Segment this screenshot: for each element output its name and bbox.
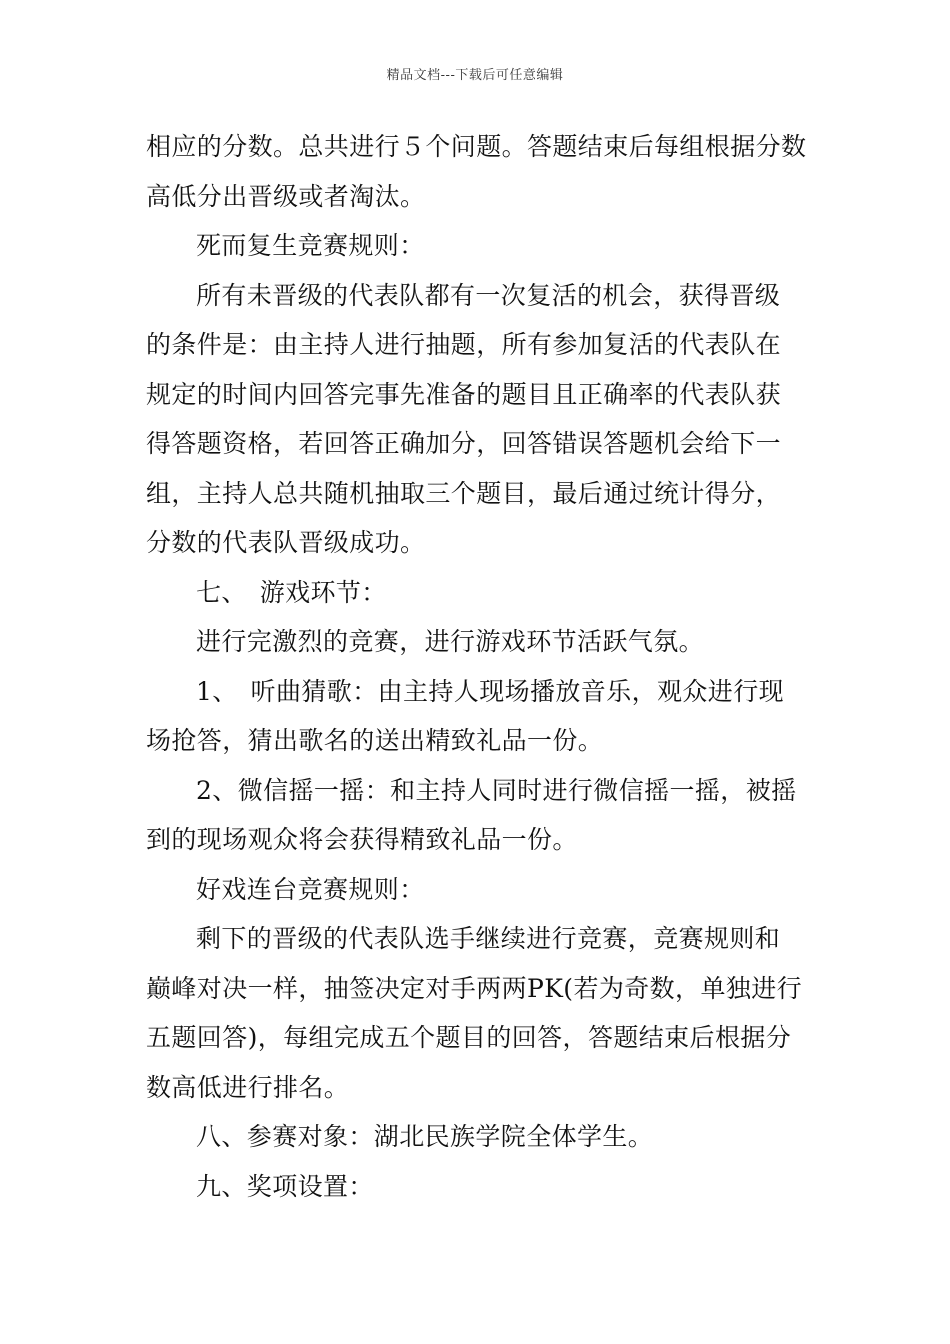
paragraph-line: 的条件是：由主持人进行抽题，所有参加复活的代表队在 bbox=[146, 330, 782, 359]
list-item: 1、 听曲猜歌：由主持人现场播放音乐，观众进行现 bbox=[196, 676, 785, 706]
paragraph-line: 得答题资格，若回答正确加分，回答错误答题机会给下一 bbox=[146, 429, 782, 458]
list-item: 2、微信摇一摇：和主持人同时进行微信摇一摇，被摇 bbox=[196, 775, 797, 805]
document-body bbox=[146, 122, 811, 1211]
paragraph-line: 分数的代表队晋级成功。 bbox=[146, 528, 426, 557]
section-heading: 死而复生竞赛规则： bbox=[196, 231, 425, 260]
paragraph-line: 进行完激烈的竞赛，进行游戏环节活跃气氛。 bbox=[196, 627, 705, 656]
paragraph-line: 规定的时间内回答完事先准备的题目且正确率的代表队获 bbox=[146, 379, 782, 409]
paragraph-line: 数高低进行排名。 bbox=[146, 1072, 350, 1102]
page-header: 精品文档---下载后可任意编辑 bbox=[386, 68, 564, 83]
section-heading: 七、 游戏环节： bbox=[196, 577, 387, 607]
paragraph-line: 相应的分数。总共进行５个问题。答题结束后每组根据分数 bbox=[146, 132, 807, 161]
paragraph-line: 到的现场观众将会获得精致礼品一份。 bbox=[146, 825, 578, 854]
paragraph-line: 组，主持人总共随机抽取三个题目，最后通过统计得分， bbox=[146, 478, 782, 508]
paragraph-line: 场抢答，猜出歌名的送出精致礼品一份。 bbox=[146, 726, 604, 755]
paragraph-line: 巅峰对决一样，抽签决定对手两两PK(若为奇数，单独进行 bbox=[146, 973, 803, 1003]
section-heading: 好戏连台竞赛规则： bbox=[196, 874, 425, 904]
section-heading: 八、参赛对象：湖北民族学院全体学生。 bbox=[196, 1122, 654, 1151]
paragraph-line: 五题回答)，每组完成五个题目的回答，答题结束后根据分 bbox=[146, 1023, 792, 1052]
section-heading: 九、奖项设置： bbox=[196, 1171, 374, 1201]
paragraph-line: 高低分出晋级或者淘汰。 bbox=[146, 181, 426, 211]
paragraph-line: 所有未晋级的代表队都有一次复活的机会，获得晋级 bbox=[196, 280, 781, 310]
paragraph-line: 剩下的晋级的代表队选手继续进行竞赛，竞赛规则和 bbox=[196, 924, 781, 953]
